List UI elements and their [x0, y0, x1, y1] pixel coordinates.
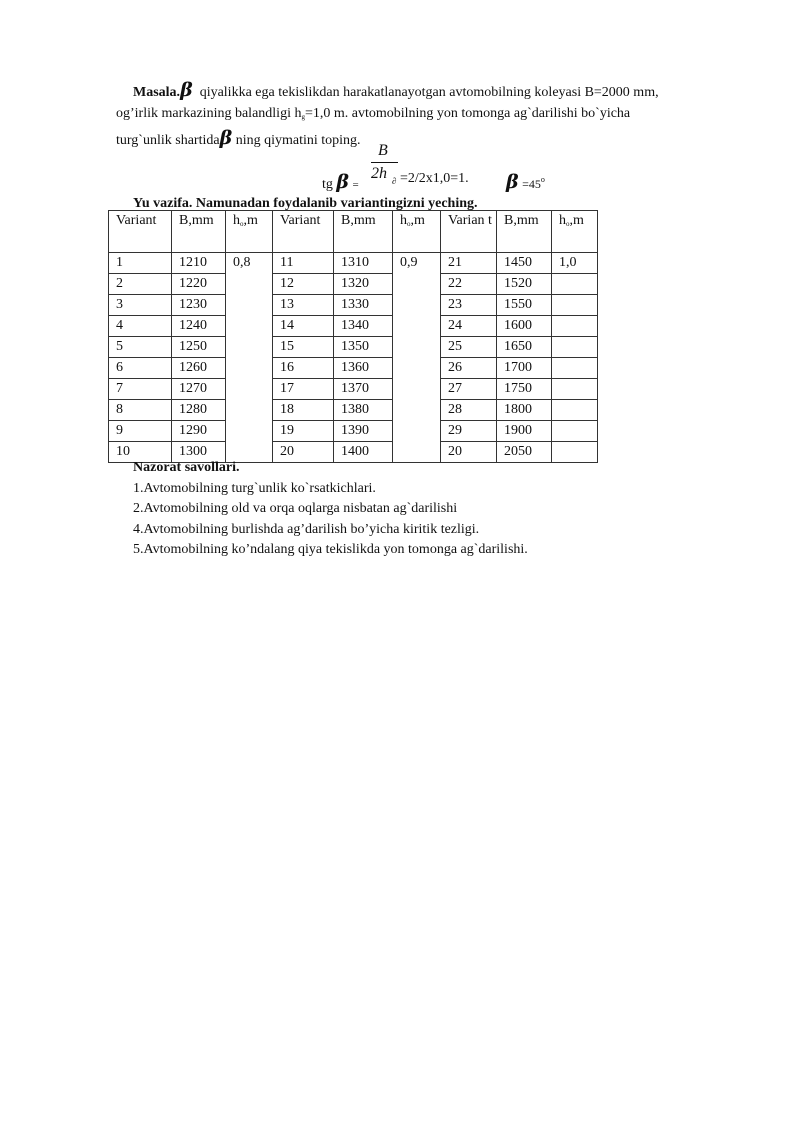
list-item: 5.Avtomobilning ko’ndalang qiya tekislikda yon tomonga ag`darilishi. — [133, 542, 528, 557]
problem-line-1 — [116, 80, 756, 103]
formula-denominator: 2h — [371, 165, 387, 182]
problem-line-3: turg`unlik shartidaβ ning qiymatini toping. — [116, 127, 361, 149]
table-row: 2 1220 12 1320 22 1520 — [109, 274, 598, 295]
col-header-h: ho,m — [226, 211, 273, 253]
formula-result: =2/2x1,0=1. — [400, 171, 469, 186]
table-row: 6 1260 16 1360 26 1700 — [109, 358, 598, 379]
table-row: 1 1210 0,8 11 1310 0,9 21 1450 1,0 — [109, 253, 598, 274]
table-row: 8 1280 18 1380 28 1800 — [109, 400, 598, 421]
h-value-cell: 0,9 — [393, 253, 441, 463]
col-header-h: ho,m — [552, 211, 598, 253]
formula-den-sub: ∂ — [392, 176, 397, 186]
formula-angle: $\beta =45^o$ — [506, 171, 545, 193]
h-value-cell: 1,0 — [552, 253, 598, 274]
col-header-b: B,mm — [497, 211, 552, 253]
col-header-variant: Variant — [273, 211, 334, 253]
beta-symbol: β — [180, 79, 193, 101]
list-item: 2.Avtomobilning old va orqa oqlarga nisbatan ag`darilishi — [133, 501, 458, 516]
fraction-bar — [371, 162, 398, 163]
table-row: 9 1290 19 1390 29 1900 — [109, 421, 598, 442]
list-item: 1.Avtomobilning turg`unlik ko`rsatkichlari. — [133, 480, 376, 496]
variants-table — [108, 210, 598, 463]
questions-section — [133, 458, 528, 561]
col-header-variant: Variant — [109, 211, 172, 253]
beta-symbol: β — [219, 127, 233, 149]
col-header-h: ho,m — [393, 211, 441, 253]
col-header-b: B,mm — [172, 211, 226, 253]
table-header-row — [109, 211, 598, 253]
formula-numerator: B — [378, 142, 388, 159]
problem-paragraph — [116, 80, 756, 151]
problem-text-1: qiyalikka ega tekislikdan harakatlanayotgan avtomobilning koleyasi B=2000 mm, — [199, 85, 659, 100]
col-header-variant: Varian t — [441, 211, 497, 253]
formula-tg: tg β = — [322, 171, 359, 193]
list-item: 4.Avtomobilning burlishda ag’darilish bo’yicha kiritik tezligi. — [133, 521, 480, 537]
h-value-cell: 0,8 — [226, 253, 273, 463]
table-row: 5 1250 15 1350 25 1650 — [109, 337, 598, 358]
task-heading: Yu vazifa. Namunadan foydalanib variantingizni yeching. — [133, 196, 478, 211]
problem-line-2: og’irlik markazining balandligi $h_g=1,0$ m. avtomobilning yon tomonga ag`darilishi bo`yicha — [116, 106, 631, 121]
table-row: 7 1270 17 1370 27 1750 — [109, 379, 598, 400]
table-row: 4 1240 14 1340 24 1600 — [109, 316, 598, 337]
table-row: 3 1230 13 1330 23 1550 — [109, 295, 598, 316]
table-row: 10 1300 20 1400 20 2050 — [109, 442, 598, 463]
col-header-b: B,mm — [334, 211, 393, 253]
questions-heading: Nazorat savollari. — [133, 460, 240, 475]
problem-label: Masala. — [133, 85, 181, 100]
